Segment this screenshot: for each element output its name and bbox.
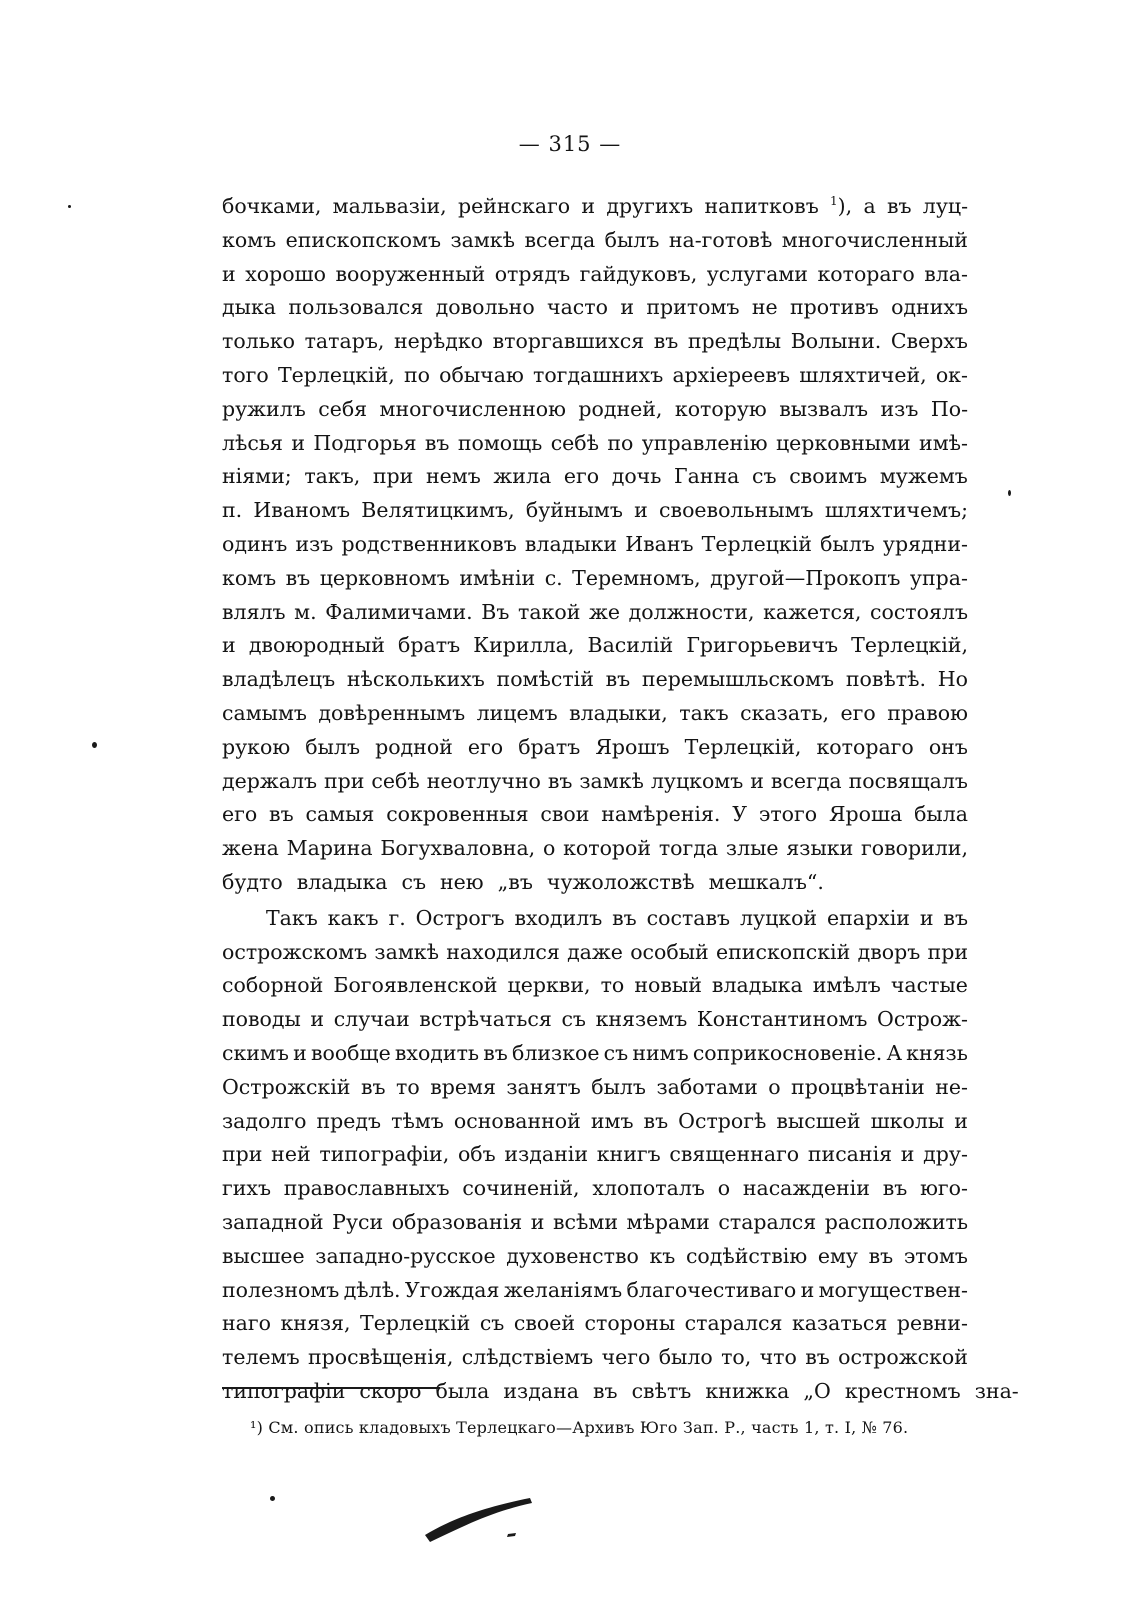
text-line: острожскомъ замкѣ находился даже особый епископскій дворъ при: [222, 939, 968, 964]
text-line: бочками, мальвазіи, рейнскаго и другихъ напитковъ $^1$), а въ луц-: [222, 194, 968, 218]
scan-speck: [92, 742, 97, 748]
footnote: ¹) См. опись кладовыхъ Терлецкаго—Архивъ Юго Зап. Р., часть 1, т. I, № 76.: [250, 1418, 909, 1437]
text-line: дыка пользовался довольно часто и притомъ не противъ однихъ: [222, 295, 968, 320]
text-line: при ней типографіи, объ изданіи книгъ священнаго писанія и дру-: [222, 1142, 968, 1167]
text-line: Острожскій въ то время занятъ былъ заботами о процвѣтаніи не-: [222, 1074, 968, 1099]
text-line: жена Марина Богухваловна, о которой тогда злые языки говорили,: [222, 836, 968, 861]
text-line: ружилъ себя многочисленною родней, которую вызвалъ изъ По-: [222, 396, 968, 421]
text-line: комъ епископскомъ замкѣ всегда былъ на-готовѣ многочисленный: [222, 227, 968, 252]
text-line: держалъ при себѣ неотлучно въ замкѣ луцкомъ и всегда посвящалъ: [222, 768, 968, 793]
scan-speck: [1008, 490, 1011, 496]
text-line: наго князя, Терлецкій съ своей стороны старался казаться ревни-: [222, 1311, 968, 1336]
text-line: самымъ довѣреннымъ лицемъ владыки, такъ сказать, его правою: [222, 700, 968, 725]
text-line: ніями; такъ, при немъ жила его дочь Ганна съ своимъ мужемъ: [222, 464, 968, 489]
text-line: того Терлецкій, по обычаю тогдашнихъ архіереевъ шляхтичей, ок-: [222, 362, 968, 387]
page-number: — 315 —: [518, 132, 622, 156]
text-line: соборной Богоявленской церкви, то новый владыка имѣлъ частые: [222, 973, 968, 998]
text-line: рукою былъ родной его братъ Ярошъ Терлецкій, котораго онъ: [222, 734, 968, 759]
text-line: только татаръ, нерѣдко вторгавшихся въ предѣлы Волыни. Сверхъ: [222, 329, 968, 354]
text-line: западной Руси образованія и всѣми мѣрами старался расположить: [222, 1209, 968, 1234]
text-line: скимъ и вообще входить въ близкое съ нимъ соприкосновеніе. А князь: [222, 1040, 968, 1065]
text-line: задолго предъ тѣмъ основанной имъ въ Острогѣ высшей школы и: [222, 1108, 968, 1133]
text-line: его въ самыя сокровенныя свои намѣренія. У этого Яроша была: [222, 802, 968, 827]
paragraph-2: [222, 902, 1019, 1409]
text-line: высшее западно-русское духовенство къ содѣйствію ему въ этомъ: [222, 1243, 968, 1268]
footnote-rule: [222, 1387, 440, 1389]
ink-smudge: [420, 1490, 550, 1550]
text-line: полезномъ дѣлѣ. Угождая желаніямъ благочестиваго и могуществен-: [222, 1277, 968, 1302]
text-line: телемъ просвѣщенія, слѣдствіемъ чего было то, что въ острожской: [222, 1345, 968, 1370]
text-line: поводы и случаи встрѣчаться съ княземъ Константиномъ Острож-: [222, 1007, 968, 1032]
paragraph-1: [222, 190, 968, 900]
text-line: и двоюродный братъ Кирилла, Василій Григорьевичъ Терлецкій,: [222, 633, 968, 658]
body-text: [222, 190, 1019, 1409]
scan-speck: [270, 1496, 275, 1501]
text-line: лѣсья и Подгорья въ помощь себѣ по управленію церковными имѣ-: [222, 430, 968, 455]
text-line: Такъ какъ г. Острогъ входилъ въ составъ луцкой епархіи и въ: [266, 905, 968, 930]
text-line: п. Иваномъ Велятицкимъ, буйнымъ и своевольнымъ шляхтичемъ;: [222, 498, 968, 523]
text-line: одинъ изъ родственниковъ владыки Иванъ Терлецкій былъ урядни-: [222, 531, 968, 556]
text-line: гихъ православныхъ сочиненій, хлопоталъ о насажденіи въ юго-: [222, 1176, 968, 1201]
text-line: владѣлецъ нѣсколькихъ помѣстій въ перемышльскомъ повѣтѣ. Но: [222, 667, 968, 692]
scan-speck: [68, 205, 71, 208]
text-line: комъ въ церковномъ имѣніи с. Теремномъ, другой—Прокопъ упра-: [222, 565, 968, 590]
text-line: будто владыка съ нею „въ чужоложствѣ мешкалъ“.: [222, 869, 824, 894]
text-line: влялъ м. Фалимичами. Въ такой же должности, кажется, состоялъ: [222, 599, 968, 624]
text-line: и хорошо вооруженный отрядъ гайдуковъ, услугами котораго вла-: [222, 261, 968, 286]
text-line: типографіи скоро была издана въ свѣтъ книжка „О крестномъ зна-: [222, 1378, 1019, 1403]
